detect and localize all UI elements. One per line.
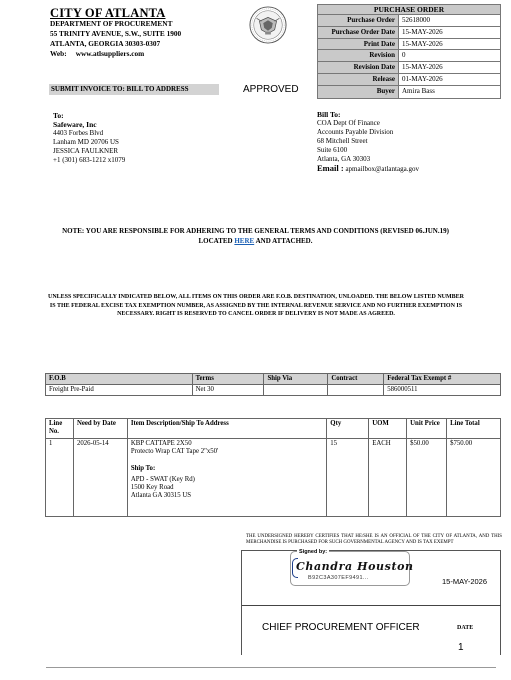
line-items-table xyxy=(45,418,501,517)
line-no: 1 xyxy=(46,439,74,517)
po-label: Purchase Order xyxy=(318,15,399,26)
po-row-revision-date xyxy=(318,62,500,74)
po-row-buyer xyxy=(318,86,500,98)
qty-header: Qty xyxy=(327,419,369,439)
footer-divider xyxy=(46,667,496,668)
terms-here-link[interactable]: HERE xyxy=(234,237,255,245)
tax-exempt-header: Federal Tax Exempt # xyxy=(384,374,501,385)
signer-title: CHIEF PROCUREMENT OFFICER xyxy=(262,622,420,633)
fob-disclaimer: UNLESS SPECIFICALLY INDICATED BELOW, ALL ITEMS ON THIS ORDER ARE F.O.B. DESTINATION, UNLOADED. THE BELOW LISTED NUMBER IS THE FEDERAL EXCISE TAX EXEMPTION NUMBER, AS ASSIGNED BY THE INTERNAL REVENUE SERVICE AND NO FURTHER EXEMPTION IS NECESSARY. RIGHT IS RESERVED TO CANCEL ORDER IF DELIVERY IS NOT MADE AS AGREED. xyxy=(47,294,464,318)
po-row-print-date xyxy=(318,39,500,51)
fob-header: F.O.B xyxy=(46,374,193,385)
po-label: Release xyxy=(318,74,399,85)
signature-divider xyxy=(242,605,501,606)
attached-text: AND ATTACHED. xyxy=(255,237,313,245)
street-address: 55 TRINITY AVENUE, S.W., SUITE 1900 xyxy=(50,29,182,38)
uom-header: UOM xyxy=(369,419,407,439)
po-row-revision xyxy=(318,50,500,62)
po-label: Purchase Order Date xyxy=(318,27,399,38)
web-url[interactable]: www.atlsuppliers.com xyxy=(75,49,145,58)
web-line xyxy=(50,49,181,59)
bill-to-line: 68 Mitchell Street xyxy=(317,137,368,145)
po-row-release xyxy=(318,74,500,86)
qty: 15 xyxy=(327,439,369,517)
po-value: Amira Bass xyxy=(402,86,435,95)
terms-note-line1: NOTE: YOU ARE RESPONSIBLE FOR ADHERING TO THE GENERAL TERMS AND CONDITIONS (REVISED 06.JUN.19) xyxy=(62,227,449,235)
terms-value: Net 30 xyxy=(192,385,264,396)
signed-by-label: Signed by: xyxy=(299,549,328,555)
signature-date: 15-MAY-2026 xyxy=(442,577,488,586)
vendor-phone: +1 (301) 683-1212 x1079 xyxy=(53,156,126,164)
po-value: 15-MAY-2026 xyxy=(402,27,443,36)
located-text: LOCATED xyxy=(198,237,233,245)
po-label: Revision xyxy=(318,50,399,61)
item-description xyxy=(127,439,326,517)
vendor-name: Safeware, Inc xyxy=(53,120,97,129)
bill-to-line: COA Dept Of Finance xyxy=(317,119,380,127)
po-label: Buyer xyxy=(318,86,399,98)
po-value: 52618000 xyxy=(402,16,430,24)
bill-to-line: Suite 6100 xyxy=(317,146,348,154)
po-row-number xyxy=(318,15,500,27)
bill-to-line: Atlanta, GA 30303 xyxy=(317,155,371,163)
need-by-date: 2026-05-14 xyxy=(73,439,127,517)
city-seal-icon xyxy=(249,6,287,44)
vendor-address xyxy=(53,111,125,165)
po-value: 0 xyxy=(402,51,406,60)
po-row-date xyxy=(318,27,500,39)
ship-to-line: APD - SWAT (Key Rd) xyxy=(130,475,195,483)
uom: EACH xyxy=(369,439,407,517)
ship-to-label: Ship To: xyxy=(130,464,156,472)
email-address[interactable]: apmailbox@atlantaga.gov xyxy=(345,165,419,173)
date-label: DATE xyxy=(457,625,474,631)
contract-value xyxy=(328,385,384,396)
po-value: 15-MAY-2026 xyxy=(402,63,443,72)
po-value: 15-MAY-2026 xyxy=(402,39,443,48)
city-state-zip: ATLANTA, GEORGIA 30303-0307 xyxy=(50,39,161,48)
contract-header: Contract xyxy=(328,374,384,385)
submit-invoice-banner: SUBMIT INVOICE TO: BILL TO ADDRESS xyxy=(49,84,219,95)
fob-row xyxy=(46,385,501,396)
items-header-row xyxy=(46,419,501,439)
agency-title: CITY OF ATLANTA xyxy=(50,6,166,20)
web-label: Web: xyxy=(50,49,67,58)
terms-note-line2 xyxy=(40,236,471,246)
item-name: Protecto Wrap CAT Tape 2"x50' xyxy=(130,448,219,456)
ship-via-header: Ship Via xyxy=(264,374,328,385)
fob-value: Freight Pre-Paid xyxy=(46,385,193,396)
to-heading: To: xyxy=(53,111,64,120)
signature-name: Chandra Houston xyxy=(296,560,414,573)
ship-to-line: Atlanta GA 30315 US xyxy=(130,492,192,500)
purchase-order-title: PURCHASE ORDER xyxy=(318,5,500,15)
vendor-street: 4403 Forbes Blvd xyxy=(53,129,104,137)
item-code: KBP CATTAPE 2X50 xyxy=(130,440,192,447)
need-by-header: Need by Date xyxy=(73,419,127,439)
po-value: 01-MAY-2026 xyxy=(402,74,443,83)
terms-note xyxy=(40,226,471,246)
fob-header-row xyxy=(46,374,501,385)
line-no-header: Line No. xyxy=(46,419,74,439)
ship-via-value xyxy=(264,385,328,396)
signature-code: B92C3A307EF9491... xyxy=(308,575,369,581)
po-label: Revision Date xyxy=(318,62,399,73)
line-total: $750.00 xyxy=(447,439,501,517)
line-total-header: Line Total xyxy=(447,419,501,439)
page-number: 1 xyxy=(458,642,464,653)
vendor-contact: JESSICA FAULKNER xyxy=(53,147,119,155)
table-row xyxy=(46,439,501,517)
description-header: Item Description/Ship To Address xyxy=(127,419,326,439)
bill-to-email-line xyxy=(317,164,419,174)
email-label: Email : xyxy=(317,163,344,173)
department-name: DEPARTMENT OF PROCUREMENT xyxy=(50,19,173,28)
terms-header: Terms xyxy=(192,374,264,385)
fob-table xyxy=(45,373,501,396)
vendor-city: Lanham MD 20706 US xyxy=(53,138,119,146)
bill-to-heading: Bill To: xyxy=(317,110,341,119)
unit-price-header: Unit Price xyxy=(407,419,447,439)
tax-exempt-certification: THE UNDERSIGNED HEREBY CERTIFIES THAT HE/SHE IS AN OFFICIAL OF THE CITY OF ATLANTA, AND THIS MERCHANDISE IS PURCHASED FOR SUCH GOVERNMENTAL AGENCY AND IS TAX EXEMPT xyxy=(246,534,502,545)
agency-address xyxy=(50,19,181,59)
po-label: Print Date xyxy=(318,39,399,50)
approved-status: APPROVED xyxy=(243,84,299,95)
purchase-order-box xyxy=(317,4,501,99)
unit-price: $50.00 xyxy=(407,439,447,517)
ship-to-line: 1500 Key Road xyxy=(130,484,174,492)
tax-exempt-value: 586000511 xyxy=(384,385,501,396)
bill-to-address xyxy=(317,110,419,174)
bill-to-line: Accounts Payable Division xyxy=(317,128,394,136)
